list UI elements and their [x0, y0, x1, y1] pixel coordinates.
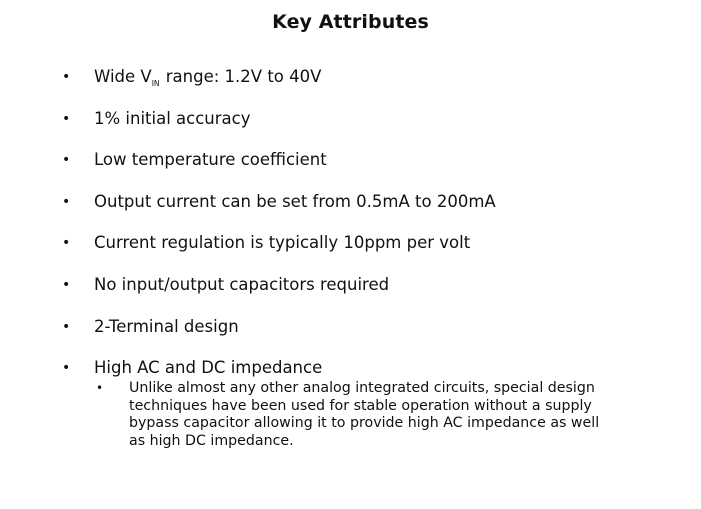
bullet-icon: •	[62, 110, 71, 127]
bullet-text: High AC and DC impedance	[94, 358, 323, 378]
bullet-text: Low temperature coefficient	[94, 150, 327, 170]
bullet-text: Current regulation is typically 10ppm per volt	[94, 233, 471, 253]
bullet-text	[94, 66, 321, 91]
bullet-text: No input/output capacitors required	[94, 274, 390, 294]
sub-bullet-text: Unlike almost any other analog integrated circuits, special design techniques have been used for stable operation without a supply bypass capacitor allowing it to provide high AC impedance as well as high DC impedance.	[129, 380, 600, 449]
bullet-icon: •	[62, 276, 71, 293]
bullet-text: 2-Terminal design	[94, 316, 239, 336]
bullet-icon: •	[62, 152, 71, 169]
vin-subscript: IN	[151, 79, 160, 88]
sub-bullet-icon: •	[96, 381, 104, 395]
bullet-text: 1% initial accuracy	[94, 108, 251, 128]
bullet-icon: •	[62, 360, 71, 377]
vin-suffix: range: 1.2V to 40V	[160, 67, 322, 86]
bullet-icon: •	[62, 193, 71, 210]
bullet-text: Output current can be set from 0.5mA to 200mA	[94, 191, 496, 211]
bullet-icon: •	[62, 318, 71, 335]
slide-title: Key Attributes	[272, 11, 429, 33]
bullet-icon: •	[62, 69, 71, 85]
bullet-icon: •	[62, 235, 71, 252]
vin-prefix: Wide V	[94, 67, 152, 86]
